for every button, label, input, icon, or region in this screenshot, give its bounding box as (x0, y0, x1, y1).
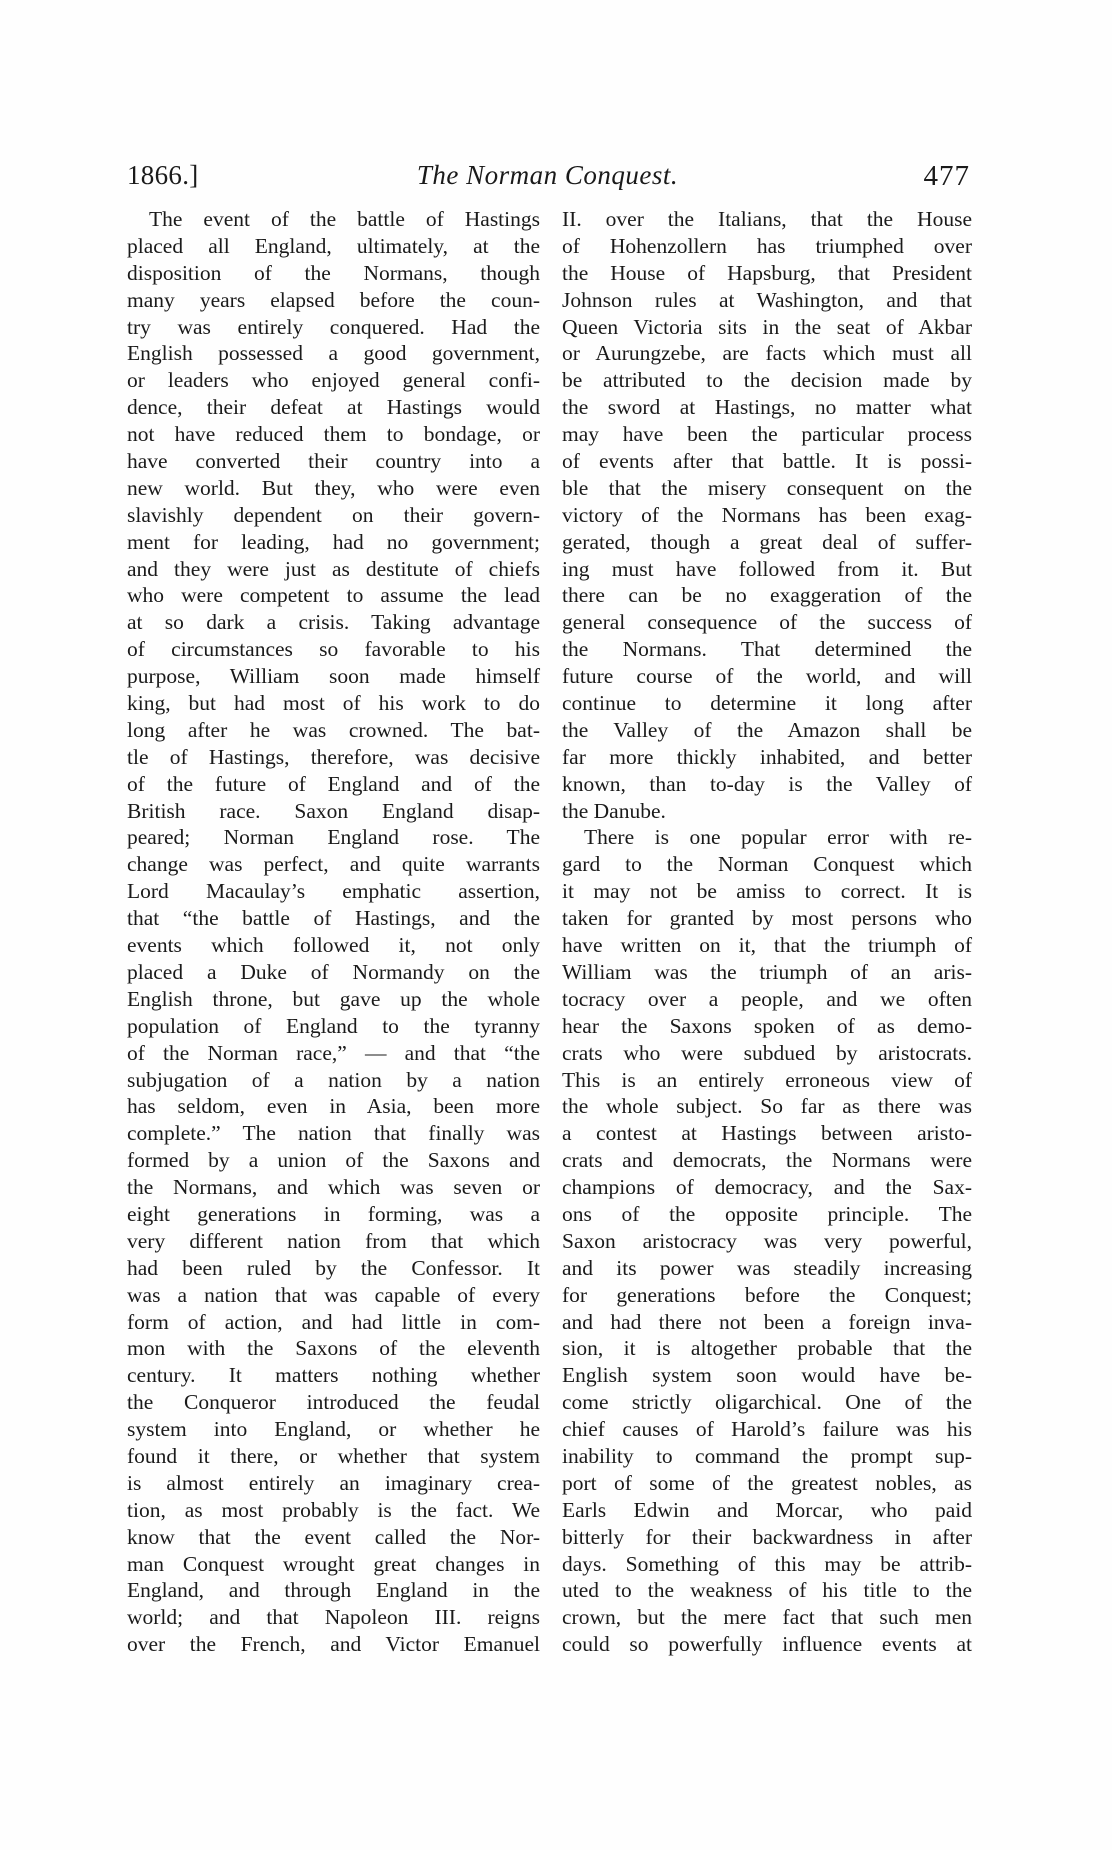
text-line: the whole subject. So far as there was (562, 1094, 972, 1119)
text-line: be attributed to the decision made by (562, 368, 972, 393)
text-line: world; and that Napoleon III. reigns (127, 1605, 540, 1630)
running-head-date: 1866.] (127, 160, 199, 190)
text-line: century. It matters nothing whether (127, 1363, 540, 1388)
text-line: or Aurungzebe, are facts which must all (562, 341, 972, 366)
text-line: of circumstances so favorable to his (127, 637, 540, 662)
text-line: II. over the Italians, that the House (562, 207, 972, 231)
text-line: inability to command the prompt sup- (562, 1443, 972, 1468)
text-line: or leaders who enjoyed general confi- (127, 368, 540, 393)
text-line: Queen Victoria sits in the seat of Akbar (562, 314, 972, 339)
text-line: come strictly oligarchical. One of the (562, 1390, 972, 1415)
text-line: change was perfect, and quite warrants (127, 852, 540, 877)
text-line: long after he was crowned. The bat- (127, 717, 540, 742)
text-line: is almost entirely an imaginary crea- (127, 1470, 540, 1495)
text-line: There is one popular error with re- (584, 825, 972, 850)
text-line: and had there not been a foreign inva- (562, 1309, 972, 1334)
text-line: days. Something of this may be attrib- (562, 1551, 972, 1576)
text-line: and its power was steadily increasing (562, 1255, 972, 1280)
text-line: sion, it is altogether probable that the (562, 1336, 972, 1361)
text-line: English throne, but gave up the whole (127, 986, 540, 1011)
text-line: crats who were subdued by aristocrats. (562, 1040, 972, 1065)
text-line: there can be no exaggeration of the (562, 583, 972, 608)
text-line: new world. But they, who were even (127, 475, 540, 500)
text-line: Lord Macaulay’s emphatic assertion, (127, 879, 540, 904)
text-line: man Conquest wrought great changes in (127, 1551, 540, 1576)
text-line: the Conqueror introduced the feudal (127, 1390, 540, 1415)
text-line: victory of the Normans has been exag- (562, 502, 972, 527)
text-line: peared; Norman England rose. The (127, 825, 540, 850)
text-line: could so powerfully influence events at (562, 1632, 972, 1657)
right-text-column (562, 206, 972, 1658)
text-line: tion, as most probably is the fact. We (127, 1497, 540, 1522)
text-line: ble that the misery consequent on the (562, 475, 972, 500)
text-line: placed all England, ultimately, at the (127, 233, 540, 258)
text-line: crown, but the mere fact that such men (562, 1605, 972, 1630)
text-line: chief causes of Harold’s failure was his (562, 1417, 972, 1442)
text-line: tocracy over a people, and we often (562, 986, 972, 1011)
text-line: dence, their defeat at Hastings would (127, 395, 540, 420)
text-line: have written on it, that the triumph of (562, 933, 972, 958)
text-line: the House of Hapsburg, that President (562, 260, 972, 285)
text-line: the Normans, and which was seven or (127, 1175, 540, 1200)
text-line: try was entirely conquered. Had the (127, 314, 540, 339)
text-line: The event of the battle of Hastings (149, 207, 540, 231)
text-line: Saxon aristocracy was very powerful, (562, 1228, 972, 1253)
text-line: many years elapsed before the coun- (127, 287, 540, 312)
text-line: of Hohenzollern has triumphed over (562, 233, 972, 258)
text-line: has seldom, even in Asia, been more (127, 1094, 540, 1119)
text-line: England, and through England in the (127, 1578, 540, 1603)
left-text-column (127, 206, 540, 1658)
text-line: champions of democracy, and the Sax- (562, 1175, 972, 1200)
text-line: hear the Saxons spoken of as demo- (562, 1013, 972, 1038)
text-line: not have reduced them to bondage, or (127, 422, 540, 447)
text-line: found it there, or whether that system (127, 1443, 540, 1468)
text-line: at so dark a crisis. Taking advantage (127, 610, 540, 635)
text-line: future course of the world, and will (562, 664, 972, 689)
text-line: known, than to-day is the Valley of (562, 771, 972, 796)
running-head (125, 160, 970, 196)
text-line: slavishly dependent on their govern- (127, 502, 540, 527)
text-line: bitterly for their backwardness in after (562, 1524, 972, 1549)
text-line: Johnson rules at Washington, and that (562, 287, 972, 312)
text-line: tle of Hastings, therefore, was decisive (127, 744, 540, 769)
text-line: of the Norman race,” — and that “the (127, 1040, 540, 1065)
text-line: of the future of England and of the (127, 771, 540, 796)
text-line: have converted their country into a (127, 449, 540, 474)
text-line: had been ruled by the Confessor. It (127, 1255, 540, 1280)
text-line: crats and democrats, the Normans were (562, 1148, 972, 1173)
text-line: subjugation of a nation by a nation (127, 1067, 540, 1092)
text-line: very different nation from that which (127, 1228, 540, 1253)
text-line: the Normans. That determined the (562, 637, 972, 662)
text-line: know that the event called the Nor- (127, 1524, 540, 1549)
text-line: complete.” The nation that finally was (127, 1121, 540, 1146)
running-head-title: The Norman Conquest. (416, 160, 679, 190)
text-line: ing must have followed from it. But (562, 556, 972, 581)
text-line: form of action, and had little in com- (127, 1309, 540, 1334)
text-line: British race. Saxon England disap- (127, 798, 540, 823)
text-line: ons of the opposite principle. The (562, 1201, 972, 1226)
text-line: far more thickly inhabited, and better (562, 744, 972, 769)
text-line: purpose, William soon made himself (127, 664, 540, 689)
text-line: that “the battle of Hastings, and the (127, 906, 540, 931)
text-line: general consequence of the success of (562, 610, 972, 635)
text-line: Earls Edwin and Morcar, who paid (562, 1497, 972, 1522)
text-line: for generations before the Conquest; (562, 1282, 972, 1307)
text-line: was a nation that was capable of every (127, 1282, 540, 1307)
text-line: English possessed a good government, (127, 341, 540, 366)
text-line: gerated, though a great deal of suffer- (562, 529, 972, 554)
text-line: This is an entirely erroneous view of (562, 1067, 972, 1092)
text-line: taken for granted by most persons who (562, 906, 972, 931)
text-line: may have been the particular process (562, 422, 972, 447)
text-line: placed a Duke of Normandy on the (127, 959, 540, 984)
text-line: the Danube. (562, 798, 666, 823)
text-line: over the French, and Victor Emanuel (127, 1632, 540, 1657)
text-line: William was the triumph of an aris- (562, 959, 972, 984)
text-line: disposition of the Normans, though (127, 260, 540, 285)
text-line: English system soon would have be- (562, 1363, 972, 1388)
text-line: and they were just as destitute of chiefs (127, 556, 540, 581)
text-line: eight generations in forming, was a (127, 1201, 540, 1226)
page-number: 477 (923, 160, 970, 192)
text-line: gard to the Norman Conquest which (562, 852, 972, 877)
text-line: a contest at Hastings between aristo- (562, 1121, 972, 1146)
text-line: king, but had most of his work to do (127, 691, 540, 716)
text-line: uted to the weakness of his title to the (562, 1578, 972, 1603)
text-line: port of some of the greatest nobles, as (562, 1470, 972, 1495)
text-line: population of England to the tyranny (127, 1013, 540, 1038)
text-line: the Valley of the Amazon shall be (562, 717, 972, 742)
text-line: continue to determine it long after (562, 691, 972, 716)
text-line: the sword at Hastings, no matter what (562, 395, 972, 420)
text-line: who were competent to assume the lead (127, 583, 540, 608)
text-line: formed by a union of the Saxons and (127, 1148, 540, 1173)
text-line: it may not be amiss to correct. It is (562, 879, 972, 904)
text-line: of events after that battle. It is possi- (562, 449, 972, 474)
text-line: mon with the Saxons of the eleventh (127, 1336, 540, 1361)
text-line: ment for leading, had no government; (127, 529, 540, 554)
text-line: events which followed it, not only (127, 933, 540, 958)
text-line: system into England, or whether he (127, 1417, 540, 1442)
